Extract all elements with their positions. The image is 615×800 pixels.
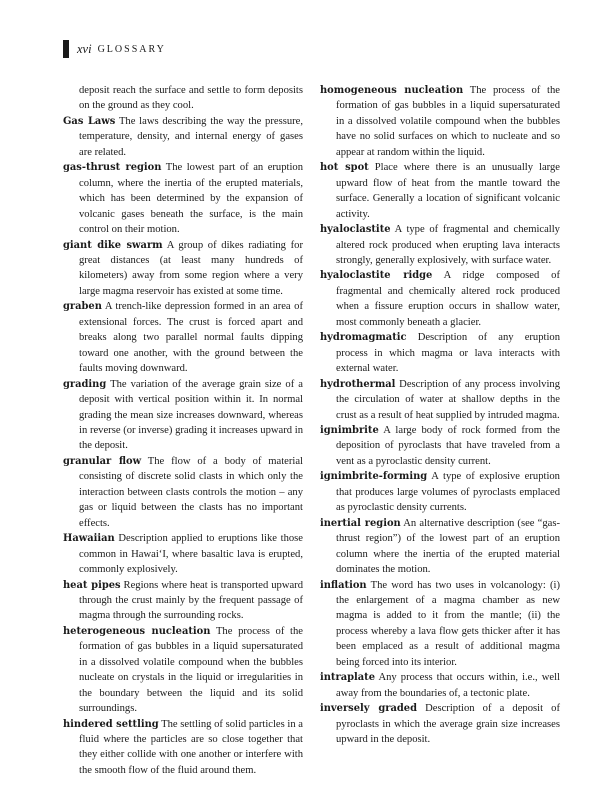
glossary-term: heterogeneous nucleation: [63, 625, 211, 637]
glossary-term: homogeneous nucleation: [320, 85, 464, 96]
glossary-entry: [320, 330, 560, 376]
glossary-definition: Any process that occurs within, i.e., well away from the boundaries of, a tectonic plate.: [336, 672, 560, 699]
glossary-term: hydrothermal: [320, 378, 396, 390]
glossary-term: inversely graded: [320, 703, 417, 715]
glossary-definition: deposit reach the surface and settle to form deposits on the ground as they cool.: [79, 85, 303, 112]
glossary-entry: [63, 717, 303, 779]
glossary-definition: Description of a deposit of pyroclasts in which the average grain size increases upward in the deposit.: [336, 703, 560, 746]
glossary-entry: [63, 531, 303, 577]
glossary-definition: Description of any process involving the circulation of water at shallow depths in the crust as a result of heat supplied by intruded magma.: [336, 378, 560, 421]
glossary-term: heat pipes: [63, 579, 121, 591]
glossary-definition: A trench-like depression formed in an area of extensional forces. The crust is forced apart and breaks along two parallel normal faults dipping toward one another, with the ground between the faults moving downward.: [79, 301, 303, 375]
glossary-term: hyaloclastite ridge: [320, 270, 433, 282]
glossary-term: hot spot: [320, 162, 369, 174]
glossary-definition: A ridge composed of fragmental and chemically altered rock produced when a fissure eruption occurs in shallow water, most commonly beneath a glacier.: [336, 270, 560, 328]
glossary-entry: [63, 299, 303, 376]
glossary-term: hydromagmatic: [320, 332, 407, 344]
glossary-definition: Regions where heat is transported upward through the crust mainly by the frequent passage of magma through the surrounding rocks.: [79, 579, 304, 622]
glossary-definition: The process of the formation of gas bubbles in a liquid supersaturated in a dissolved volatile compound when the bubbles have no solid surfaces on which to nucleate and so appear at random within the liquid.: [336, 85, 560, 158]
glossary-entry: [320, 423, 560, 469]
glossary-definition: Description of any eruption process in which magma or lava interacts with external water.: [336, 332, 560, 375]
right-column: [320, 83, 560, 747]
glossary-definition: The word has two uses in volcanology: (i) the enlargement of a magma chamber as new magma is added to it from the mantle; (ii) the process whereby a lava flow gets thicker after it has been emplaced as a result of additional magma being forced into its interior.: [336, 579, 560, 668]
glossary-entry: [63, 377, 303, 454]
glossary-entry: [63, 578, 303, 624]
glossary-definition: The process of the formation of gas bubbles in a liquid supersaturated in a dissolved volatile compound when the bubbles nucleate on crystals in the liquid or irregularities in the boundary between the liquid and its solid surroundings.: [79, 625, 303, 715]
glossary-term: Hawaiian: [63, 533, 115, 545]
running-head: GLOSSARY: [97, 43, 166, 55]
glossary-entry: [63, 624, 303, 717]
glossary-definition: The variation of the average grain size of a deposit with vertical position within it. In normal grading the mean size increases downward, whereas in reverse (or inverse) grading it increases upward in the deposit.: [79, 378, 303, 452]
glossary-entry: [320, 268, 560, 330]
glossary-definition: A large body of rock formed from the deposition of pyroclasts that have traveled from a vent as a pyroclastic density current.: [336, 424, 560, 467]
glossary-entry: [320, 469, 560, 515]
glossary-term: intraplate: [320, 672, 375, 684]
glossary-entry: [63, 238, 303, 300]
glossary-term: hindered settling: [63, 718, 159, 730]
glossary-entry: [63, 83, 303, 114]
glossary-definition: The flow of a body of material consisting of discrete solid clasts in which only the interaction between clasts controls the motion – any gas or liquid between the clasts has no important effects.: [79, 455, 303, 529]
glossary-definition: A type of fragmental and chemically altered rock produced when erupting lava interacts strongly, generally explosively, with surface water.: [336, 224, 560, 266]
glossary-entry: [320, 670, 560, 701]
glossary-term: ignimbrite-forming: [320, 471, 428, 483]
glossary-term: Gas Laws: [63, 115, 116, 127]
glossary-definition: Description applied to eruptions like those common in Hawai‘I, where basaltic lava is erupted, commonly explosively.: [79, 533, 303, 576]
glossary-definition: The lowest part of an eruption column, where the inertia of the erupted materials, which has been determined by the expansion of volcanic gases beneath the surface, is the main control on their motion.: [79, 162, 304, 236]
glossary-entry: [320, 377, 560, 423]
glossary-entry: [320, 160, 560, 222]
glossary-term: inertial region: [320, 517, 401, 529]
glossary-term: gas-thrust region: [63, 162, 162, 174]
header-bar: [63, 40, 69, 58]
glossary-term: hyaloclastite: [320, 224, 391, 236]
page-number: xvi: [77, 41, 92, 56]
glossary-entry: [320, 578, 560, 671]
glossary-term: granular flow: [63, 455, 142, 467]
left-column: [63, 83, 303, 778]
glossary-entry: [320, 701, 560, 747]
glossary-entry: [320, 83, 560, 160]
glossary-definition: A group of dikes radiating for great distances (at least many hundreds of kilometers) away from some region where a very large magma reservoir has existed at some time.: [79, 239, 303, 297]
glossary-term: grading: [63, 378, 107, 390]
glossary-definition: Place where there is an unusually large upward flow of heat from the mantle toward the surface. Generally a location of significant volcanic activity.: [336, 162, 560, 220]
glossary-definition: An alternative description (see “gas-thrust region”) of the lowest part of an eruption column where the inertia of the erupted material dominates the motion.: [336, 517, 560, 576]
glossary-entry: [63, 114, 303, 160]
glossary-entry: [320, 516, 560, 578]
glossary-definition: The laws describing the way the pressure, temperature, density, and internal energy of gases are related.: [79, 115, 304, 158]
running-header: [63, 40, 166, 58]
glossary-definition: The settling of solid particles in a fluid where the particles are so close together that they either collide with one another or interfere with the smooth flow of the fluid around them.: [79, 718, 303, 776]
glossary-entry: [63, 454, 303, 531]
glossary-term: inflation: [320, 579, 367, 591]
glossary-entry: [320, 222, 560, 268]
glossary-entry: [63, 160, 303, 237]
glossary-term: giant dike swarm: [63, 239, 163, 251]
glossary-term: graben: [63, 301, 102, 313]
glossary-definition: A type of explosive eruption that produces large volumes of pyroclasts emplaced as pyroclastic density currents.: [336, 471, 560, 514]
glossary-term: ignimbrite: [320, 424, 379, 436]
